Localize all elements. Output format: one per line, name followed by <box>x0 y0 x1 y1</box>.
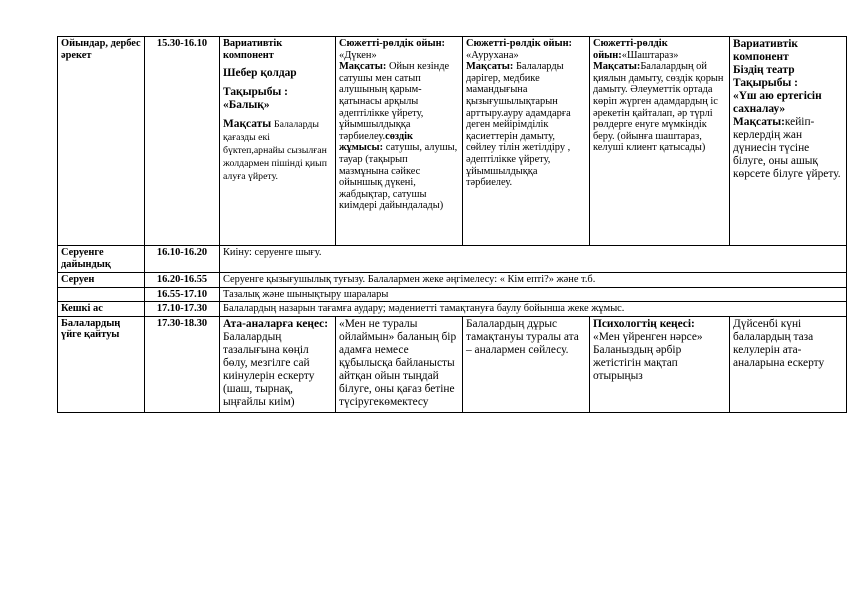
time-cell: 17.10-17.30 <box>145 302 220 317</box>
topic-label: Тақырыбы : <box>223 86 288 99</box>
goal-label: Мақсаты: <box>593 61 641 73</box>
goal-text: Ойын кезінде сатушы мен сатып алушының қарым-қатынасы арқылы әдептілікке үйрету, ұйымшылдыққа тәрбиелеу. <box>339 61 450 142</box>
section-cell: Серуенге дайындық <box>58 246 145 273</box>
section-cell: Балалардың үйге қайтуы <box>58 316 145 412</box>
activity-title: Сюжетті-рөлдік ойын: <box>593 38 668 61</box>
goal-text: Балаларды дәрігер, медбике мамандығына қызығушылықтарын арттыру.ауру адамдарға деген мейірімділік қасиеттерін дамыту, сөйлеу тілін жетілдіру , әдептілікке үйрету, ұйымшылдыққа тәрбиелеу. <box>466 61 571 189</box>
advice-label: Ата-аналарға кеңес: <box>223 317 329 330</box>
advice-text: «Мен үйренген нәрсе» Баланыздың әрбір жетістігін мақтап отырыңыз <box>593 330 703 382</box>
activity-cell: Тазалық және шынықтыру шаралары <box>220 287 847 302</box>
activity-title: Сюжетті-рөлдік ойын: <box>339 38 446 49</box>
schedule-table <box>57 36 847 413</box>
goal-text: Балаларды қағазды екі бүктеп,арнайы сызылған жолдармен пішінді қиып алуға үйрету. <box>223 119 327 183</box>
topic-label: Тақырыбы : <box>733 77 798 89</box>
goal-text: кейіп-керлердің жан дүниесін түсіне білуге, оны ашық көрсете білуге үйрету. <box>733 116 841 180</box>
goal-label: Мақсаты: <box>466 61 514 73</box>
time-cell: 16.20-16.55 <box>145 273 220 288</box>
vocab-label: сөздік жұмысы: <box>339 130 414 154</box>
table-row <box>58 302 847 317</box>
time-cell: 17.30-18.30 <box>145 316 220 412</box>
topic: «Үш аю ертегісін сахналау» <box>733 90 822 115</box>
section-cell: Ойындар, дербес әрекет <box>58 37 145 246</box>
table-row <box>58 246 847 273</box>
activity-cell: Балалардың дұрыс тамақтануы туралы ата – аналармен сөйлесу. <box>463 316 590 412</box>
game-name: «Аурухана» <box>466 49 519 61</box>
vocab-text: сатушы, алушы, тауар (тақырып мазмұнына сәйкес ойыншық дүкені, жабдықтар, сатушы киімдері дайындалады) <box>339 142 458 212</box>
activity-cell <box>220 37 336 246</box>
section-cell: Кешкі ас <box>58 302 145 317</box>
section-cell: Серуен <box>58 273 145 288</box>
activity-cell: Серуенге қызығушылық туғызу. Балалармен жеке әңгімелесу: « Кім епті?» және т.б. <box>220 273 847 288</box>
game-name: «Шаштараз» <box>621 49 679 61</box>
goal-text: Балалардың ой қиялын дамыту, сөздік қорын дамыту. Әлеуметтік ортада көріп жүрген адамдардың іс әрекетін қайталап, әр түрлі рөлдерге енуге мүмкіндік беру. (ойынға шаштараз, келуші клиент қатысады) <box>593 61 724 154</box>
activity-cell: Дүйсенбі күні балалардың таза келулерін ата-аналарына ескерту <box>730 316 847 412</box>
activity-title: Вариативтік компонент <box>733 38 798 63</box>
table-row <box>58 287 847 302</box>
game-name: «Дүкен» <box>339 49 377 61</box>
advice-text: Балалардың тазалығына көңіл бөлу, мезгілге сай киінулерін ескерту (шаш, тырнақ, ыңғайлы киім) <box>223 330 315 408</box>
activity-subtitle: Шебер қолдар <box>223 67 297 80</box>
time-cell: 15.30-16.10 <box>145 37 220 246</box>
goal-label: Мақсаты <box>223 118 272 131</box>
table-row <box>58 273 847 288</box>
section-cell <box>58 287 145 302</box>
activity-cell: Киіну: серуенге шығу. <box>220 246 847 273</box>
topic: «Балық» <box>223 99 270 112</box>
activity-cell: Балалардың назарын тағамға аудару; мәдениетті тамақтануға баулу бойынша жеке жұмыс. <box>220 302 847 317</box>
time-cell: 16.10-16.20 <box>145 246 220 273</box>
goal-label: Мақсаты: <box>733 116 785 128</box>
table-row <box>58 316 847 412</box>
goal-label: Мақсаты: <box>339 61 387 73</box>
activity-cell <box>220 316 336 412</box>
activity-subtitle: Біздің театр <box>733 64 795 76</box>
activity-cell: «Мен не туралы ойлаймын» баланың бір адамға немесе құбылысқа байланысты айтқан ойын тыңдай білуге, оны қағаз бетіне түсіругекөмектесу <box>336 316 463 412</box>
activity-cell <box>590 37 730 246</box>
activity-cell <box>730 37 847 246</box>
activity-title: Вариативтік компонент <box>223 38 283 61</box>
table-row <box>58 37 847 246</box>
time-cell: 16.55-17.10 <box>145 287 220 302</box>
advice-label: Психологтің кеңесі: <box>593 317 695 330</box>
activity-cell <box>336 37 463 246</box>
activity-title: Сюжетті-рөлдік ойын: <box>466 38 573 49</box>
activity-cell <box>590 316 730 412</box>
activity-cell <box>463 37 590 246</box>
